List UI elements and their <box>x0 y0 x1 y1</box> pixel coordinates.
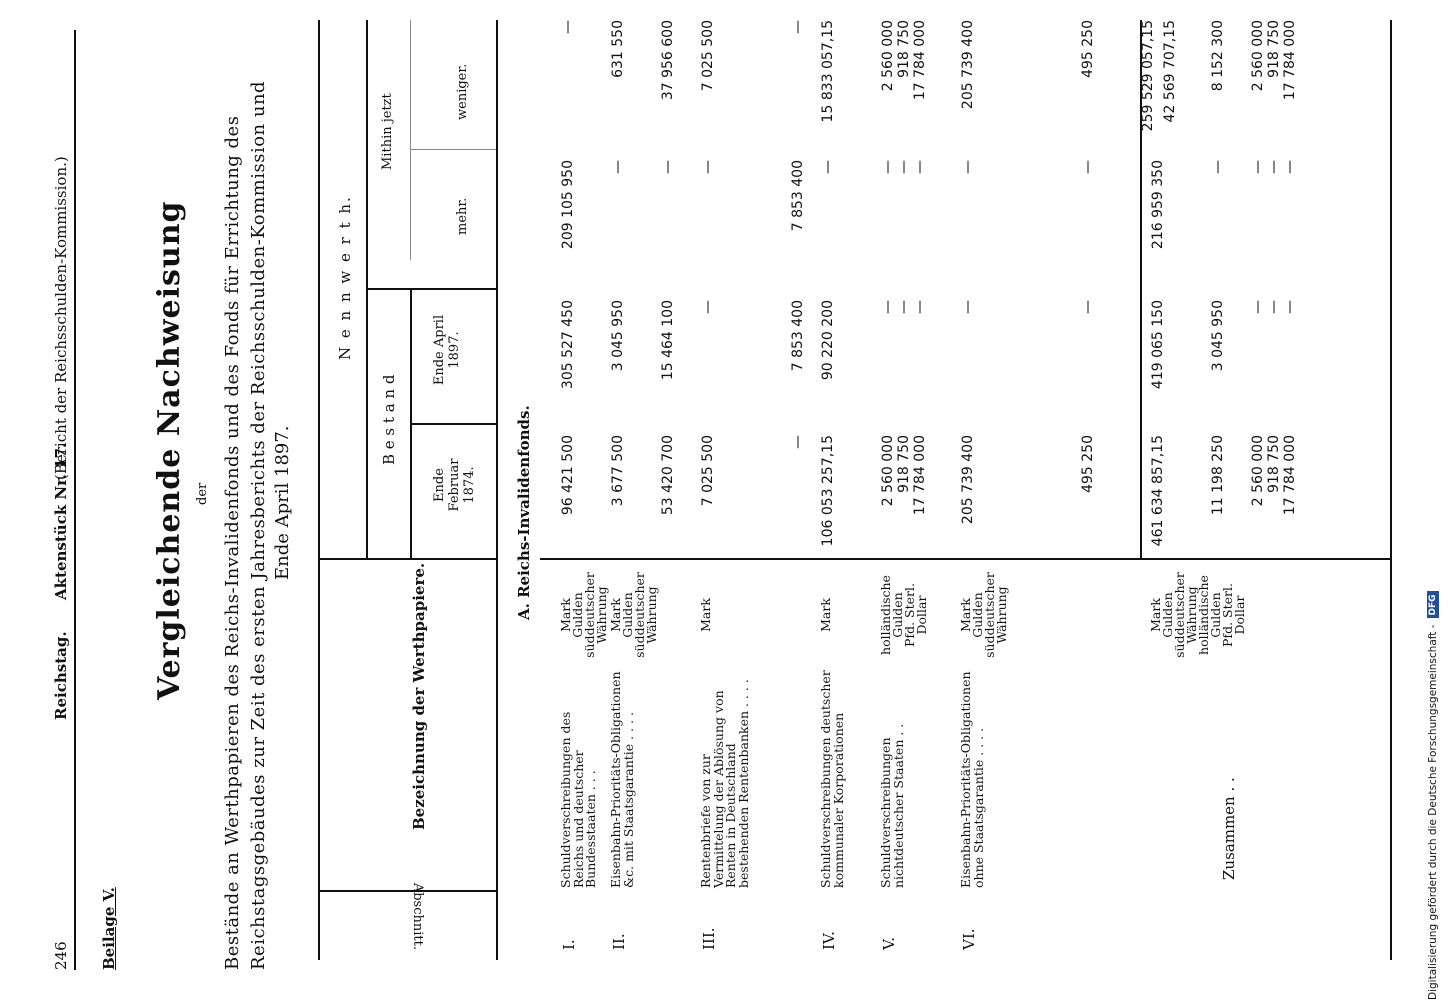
row-value-mehr: — <box>820 160 836 174</box>
total-apr-gulden: 3 045 950 <box>1210 300 1226 372</box>
row-number: VI. <box>960 928 978 950</box>
page-title: Vergleichende Nachweisung <box>152 200 187 700</box>
head-mithin: Mithin jetzt <box>380 93 395 170</box>
head-weniger: weniger. <box>455 63 470 120</box>
total-currencies: Mark Gulden süddeutscher Währung holländische Gulden Pfd. Sterl. Dollar <box>1148 572 1247 658</box>
row-value-apr: — <box>1080 300 1096 314</box>
row-value-apr: 3 045 950 <box>610 300 626 372</box>
row-currency: Mark <box>818 598 833 632</box>
row-description: Schuldverschreibungen nichtdeutscher Staaten . . <box>878 723 906 888</box>
row-value-weniger: 495 250 <box>1080 20 1096 78</box>
row-value-apr: — <box>960 300 976 314</box>
row-value-weniger: 205 739 400 <box>960 20 976 110</box>
row-value-feb: 2 560 000 918 750 17 784 000 <box>880 435 928 516</box>
total-feb-foreign: 2 560 000 918 750 17 784 000 <box>1250 435 1298 516</box>
row-value-weniger: — <box>560 20 576 34</box>
col-rule-2 <box>318 559 496 561</box>
row-value-feb: 495 250 <box>1080 435 1096 493</box>
body-col-rule <box>540 559 1390 561</box>
row-value-feb: 53 420 700 <box>660 435 676 516</box>
total-weniger-diff: 42 569 707,15 <box>1162 20 1178 123</box>
row-value-feb: — <box>790 435 806 449</box>
row-value-mehr: — <box>610 160 626 174</box>
bestand-rule <box>410 290 412 560</box>
row-description: Schuldverschreibungen deutscher kommunaler Korporationen <box>818 670 846 888</box>
row-currency: Mark Gulden süddeutscher Währung <box>558 572 609 658</box>
row-value-apr: 90 220 200 <box>820 300 836 381</box>
row-value-mehr: 209 105 950 <box>560 160 576 250</box>
row-value-weniger: 631 550 <box>610 20 626 78</box>
intro-line-2: Reichstagsgebäudes zur Zeit des ersten Jahresberichts der Reichsschulden-Kommission und <box>248 80 269 970</box>
row-value-feb: 96 421 500 <box>560 435 576 516</box>
total-apr-mark: 419 065 150 <box>1150 300 1166 390</box>
row-value-weniger: 7 025 500 <box>700 20 716 92</box>
row-currency: Mark Gulden süddeutscher Währung <box>958 572 1009 658</box>
col-rule-3 <box>410 424 496 426</box>
row-number: V. <box>880 937 898 950</box>
head-feb: Ende Februar 1874. <box>432 458 477 512</box>
page-number: 246 <box>52 941 70 970</box>
row-value-feb: 7 025 500 <box>700 435 716 507</box>
row-value-mehr: — — — <box>880 160 928 174</box>
row-value-weniger: 2 560 000 918 750 17 784 000 <box>880 20 928 101</box>
total-label: Zusammen . . <box>1220 777 1238 880</box>
row-value-mehr: 7 853 400 <box>790 160 806 232</box>
table-bottom-rule <box>1390 20 1392 960</box>
total-weniger-mark: 259 529 057,15 <box>1140 20 1156 132</box>
total-mehr-foreign: — — — <box>1250 160 1298 174</box>
row-value-apr: — <box>700 300 716 314</box>
intro-line-3: Ende April 1897. <box>272 425 293 580</box>
row-value-apr: 7 853 400 <box>790 300 806 372</box>
section-a-title: A. Reichs-Invalidenfonds. <box>515 405 533 620</box>
row-value-feb: 3 677 500 <box>610 435 626 507</box>
total-apr-foreign: — — — <box>1250 300 1298 314</box>
head-description: Bezeichnung der Werthpapiere. <box>410 562 428 830</box>
row-description: Rentenbriefe von zur Vermittelung der Ablösung von Renten in Deutschland bestehenden Rentenbanken . . . . <box>698 679 751 888</box>
dfg-credit <box>1418 0 1448 1000</box>
head-section: Abschnitt. <box>410 882 425 950</box>
row-number: I. <box>560 939 578 950</box>
col-rule-1 <box>318 891 496 893</box>
total-weniger-foreign: 2 560 000 918 750 17 784 000 <box>1250 20 1298 101</box>
row-currency: Mark Gulden süddeutscher Währung <box>608 572 659 658</box>
row-number: II. <box>610 933 628 950</box>
title-der: der <box>195 482 210 505</box>
row-value-mehr: — <box>960 160 976 174</box>
row-value-apr: 15 464 100 <box>660 300 676 381</box>
credit-text: Digitalisierung gefördert durch die Deutsche Forschungsgemeinschaft - <box>1427 624 1439 1000</box>
head-bestand: B e s t a n d <box>380 374 398 465</box>
row-value-mehr: — <box>700 160 716 174</box>
row-value-mehr: — <box>660 160 676 174</box>
row-value-weniger: — <box>790 20 806 34</box>
mithin-rule <box>410 20 411 260</box>
total-feb-gulden: 11 198 250 <box>1210 435 1226 516</box>
row-description: Eisenbahn-Prioritäts-Obligationen &c. mit Staatsgarantie . . . . <box>608 671 636 888</box>
dfg-logo: DFG <box>1427 591 1439 618</box>
row-value-mehr: — <box>1080 160 1096 174</box>
total-mehr-gulden: — <box>1210 160 1226 174</box>
nennwerth-rule <box>366 20 368 560</box>
total-weniger-gulden: 8 152 300 <box>1210 20 1226 92</box>
row-value-apr: — — — <box>880 300 928 314</box>
supplement-label: Beilage V. <box>100 887 118 970</box>
header-document: Aktenstück Nr. 17. <box>52 442 70 600</box>
head-mehr: mehr. <box>455 197 470 235</box>
row-currency: holländische Gulden Pfd. Sterl. Dollar <box>878 575 929 655</box>
row-value-apr: 305 527 450 <box>560 300 576 390</box>
total-feb-mark: 461 634 857,15 <box>1150 435 1166 547</box>
row-value-feb: 205 739 400 <box>960 435 976 525</box>
row-number: III. <box>700 927 718 950</box>
table-head-rule <box>496 20 498 960</box>
row-description: Eisenbahn-Prioritäts-Obligationen ohne Staatsgarantie . . . . <box>958 671 986 888</box>
total-mehr-mark: 216 959 350 <box>1150 160 1166 250</box>
col-rule-4 <box>366 289 496 291</box>
table-top-rule <box>318 20 320 960</box>
row-currency: Mark <box>698 598 713 632</box>
col-rule-5 <box>410 149 496 150</box>
header-rule <box>74 30 76 970</box>
row-value-feb: 106 053 257,15 <box>820 435 836 547</box>
intro-line-1: Bestände an Werthpapieren des Reichs-Invalidenfonds und des Fonds für Errichtung des <box>222 115 243 970</box>
header-subtitle: (Bericht der Reichsschulden-Kommission.) <box>52 156 70 480</box>
head-nennwerth: N e n n w e r t h. <box>336 195 354 360</box>
row-value-weniger: 37 956 600 <box>660 20 676 101</box>
row-value-weniger: 15 833 057,15 <box>820 20 836 123</box>
head-apr: Ende April 1897. <box>432 314 462 386</box>
row-number: IV. <box>820 931 838 950</box>
header-source: Reichstag. <box>52 631 70 720</box>
row-description: Schuldverschreibungen des Reichs und deutscher Bundesstaaten . . . <box>558 711 598 888</box>
